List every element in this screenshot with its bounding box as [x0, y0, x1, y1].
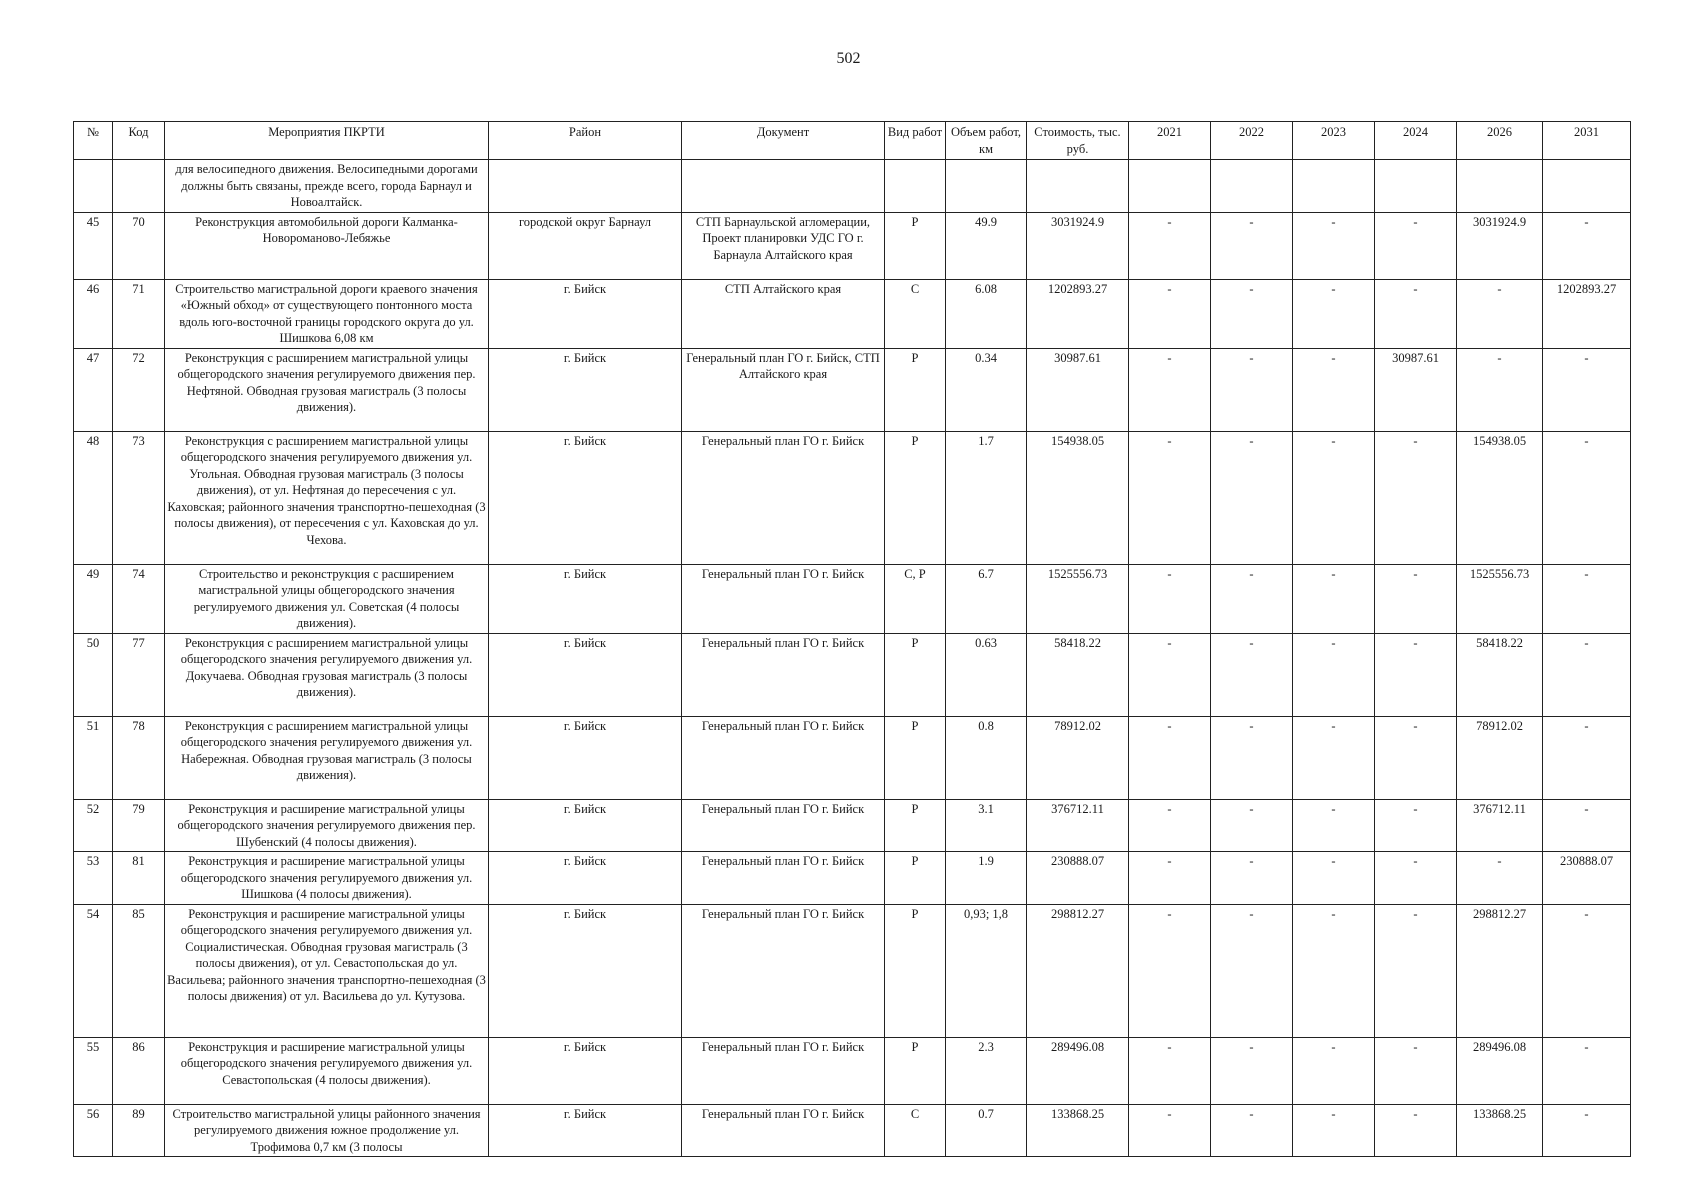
cell-number: 56: [74, 1104, 113, 1157]
cell-year-2024: -: [1375, 852, 1457, 905]
cell-document: Генеральный план ГО г. Бийск: [682, 431, 885, 564]
cell-work-type: С, Р: [885, 564, 946, 633]
cell-measure: Реконструкция с расширением магистральной улицы общегородского значения регулируемого движения пер. Нефтяной. Обводная грузовая магистраль (3 полосы движения).: [165, 348, 489, 431]
cell-code: 73: [113, 431, 165, 564]
table-row: [74, 279, 1631, 348]
cell-code: 70: [113, 212, 165, 279]
cell-year-2024: -: [1375, 1104, 1457, 1157]
cell-year-2026: 376712.11: [1457, 799, 1543, 852]
cell-work-volume: 6.08: [946, 279, 1027, 348]
cell-number: 53: [74, 852, 113, 905]
cell-year-2021: -: [1129, 716, 1211, 799]
cell-work-volume: 0,93; 1,8: [946, 904, 1027, 1037]
cell-work-type: Р: [885, 904, 946, 1037]
header-work-volume: Объем работ, км: [946, 122, 1027, 160]
cell-number: 46: [74, 279, 113, 348]
cell-year-2026: [1457, 160, 1543, 213]
cell-code: 77: [113, 633, 165, 716]
cell-year-2022: -: [1211, 212, 1293, 279]
cell-year-2023: -: [1293, 799, 1375, 852]
cell-year-2031: 230888.07: [1543, 852, 1631, 905]
cell-work-volume: 1.7: [946, 431, 1027, 564]
cell-year-2026: 58418.22: [1457, 633, 1543, 716]
cell-document: Генеральный план ГО г. Бийск: [682, 1037, 885, 1104]
cell-number: 47: [74, 348, 113, 431]
cell-year-2024: -: [1375, 431, 1457, 564]
page-number: 502: [836, 50, 861, 67]
cell-district: городской округ Барнаул: [489, 212, 682, 279]
cell-measure: Реконструкция и расширение магистральной улицы общегородского значения регулируемого движения ул. Социалистическая. Обводная грузовая магистраль (3 полосы движения), от ул. Севастопольская до ул. Васильева; районного значения транспортно-пешеходная (3 полосы движения) от ул. Васильева до ул. Кутузова.: [165, 904, 489, 1037]
cell-cost: 154938.05: [1027, 431, 1129, 564]
cell-code: 79: [113, 799, 165, 852]
cell-code: 85: [113, 904, 165, 1037]
cell-year-2021: -: [1129, 904, 1211, 1037]
cell-year-2031: [1543, 160, 1631, 213]
cell-year-2023: -: [1293, 564, 1375, 633]
cell-cost: 78912.02: [1027, 716, 1129, 799]
cell-measure: Реконструкция с расширением магистральной улицы общегородского значения регулируемого движения ул. Набережная. Обводная грузовая магистраль (3 полосы движения).: [165, 716, 489, 799]
cell-year-2022: -: [1211, 852, 1293, 905]
cell-cost: 1525556.73: [1027, 564, 1129, 633]
cell-year-2026: 133868.25: [1457, 1104, 1543, 1157]
table-row: [74, 212, 1631, 279]
cell-number: 51: [74, 716, 113, 799]
table-row: [74, 799, 1631, 852]
cell-measure: Реконструкция автомобильной дороги Калманка-Новороманово-Лебяжье: [165, 212, 489, 279]
header-district: Район: [489, 122, 682, 160]
cell-measure: Реконструкция и расширение магистральной улицы общегородского значения регулируемого движения пер. Шубенский (4 полосы движения).: [165, 799, 489, 852]
cell-cost: [1027, 160, 1129, 213]
table-row: [74, 1104, 1631, 1157]
cell-code: 89: [113, 1104, 165, 1157]
cell-number: 55: [74, 1037, 113, 1104]
cell-year-2021: -: [1129, 1037, 1211, 1104]
cell-year-2023: -: [1293, 279, 1375, 348]
cell-district: г. Бийск: [489, 852, 682, 905]
cell-year-2031: -: [1543, 348, 1631, 431]
cell-work-volume: 0.7: [946, 1104, 1027, 1157]
cell-work-type: Р: [885, 431, 946, 564]
cell-district: г. Бийск: [489, 799, 682, 852]
cell-year-2026: 78912.02: [1457, 716, 1543, 799]
cell-district: г. Бийск: [489, 1037, 682, 1104]
cell-year-2026: 1525556.73: [1457, 564, 1543, 633]
cell-year-2021: -: [1129, 279, 1211, 348]
cell-year-2024: 30987.61: [1375, 348, 1457, 431]
cell-district: г. Бийск: [489, 904, 682, 1037]
cell-document: Генеральный план ГО г. Бийск: [682, 1104, 885, 1157]
cell-year-2023: -: [1293, 716, 1375, 799]
cell-measure: Строительство магистральной улицы районного значения регулируемого движения южное продолжение ул. Трофимова 0,7 км (3 полосы: [165, 1104, 489, 1157]
cell-year-2024: -: [1375, 716, 1457, 799]
cell-measure: Строительство и реконструкция с расширением магистральной улицы общегородского значения регулируемого движения ул. Советская (4 полосы движения).: [165, 564, 489, 633]
cell-cost: 58418.22: [1027, 633, 1129, 716]
header-cost: Стоимость, тыс. руб.: [1027, 122, 1129, 160]
cell-district: г. Бийск: [489, 564, 682, 633]
cell-year-2026: 154938.05: [1457, 431, 1543, 564]
cell-year-2023: -: [1293, 1037, 1375, 1104]
cell-year-2023: -: [1293, 212, 1375, 279]
cell-measure: Строительство магистральной дороги краевого значения «Южный обход» от существующего понтонного моста вдоль юго-восточной границы городского округа до ул. Шишкова 6,08 км: [165, 279, 489, 348]
cell-year-2021: -: [1129, 852, 1211, 905]
cell-year-2023: -: [1293, 852, 1375, 905]
cell-year-2026: -: [1457, 279, 1543, 348]
cell-cost: 30987.61: [1027, 348, 1129, 431]
cell-number: [74, 160, 113, 213]
cell-work-type: Р: [885, 852, 946, 905]
table-header-row: [74, 122, 1631, 160]
cell-year-2024: -: [1375, 633, 1457, 716]
cell-work-volume: 6.7: [946, 564, 1027, 633]
cell-district: [489, 160, 682, 213]
cell-document: Генеральный план ГО г. Бийск: [682, 564, 885, 633]
cell-number: 50: [74, 633, 113, 716]
table-row: [74, 431, 1631, 564]
header-number: №: [74, 122, 113, 160]
cell-work-volume: 3.1: [946, 799, 1027, 852]
cell-year-2026: -: [1457, 852, 1543, 905]
cell-year-2022: -: [1211, 348, 1293, 431]
cell-year-2024: -: [1375, 1037, 1457, 1104]
cell-year-2021: -: [1129, 212, 1211, 279]
cell-number: 52: [74, 799, 113, 852]
cell-document: Генеральный план ГО г. Бийск: [682, 799, 885, 852]
cell-cost: 230888.07: [1027, 852, 1129, 905]
cell-number: 54: [74, 904, 113, 1037]
cell-measure: Реконструкция и расширение магистральной улицы общегородского значения регулируемого движения ул. Шишкова (4 полосы движения).: [165, 852, 489, 905]
cell-year-2031: 1202893.27: [1543, 279, 1631, 348]
cell-year-2024: -: [1375, 564, 1457, 633]
cell-year-2021: [1129, 160, 1211, 213]
cell-year-2031: -: [1543, 212, 1631, 279]
cell-year-2022: -: [1211, 1037, 1293, 1104]
cell-year-2023: -: [1293, 904, 1375, 1037]
cell-measure: Реконструкция с расширением магистральной улицы общегородского значения регулируемого движения ул. Докучаева. Обводная грузовая магистраль (3 полосы движения).: [165, 633, 489, 716]
cell-district: г. Бийск: [489, 431, 682, 564]
cell-year-2022: -: [1211, 716, 1293, 799]
cell-work-volume: 2.3: [946, 1037, 1027, 1104]
cell-year-2022: -: [1211, 799, 1293, 852]
cell-cost: 298812.27: [1027, 904, 1129, 1037]
cell-work-volume: 0.34: [946, 348, 1027, 431]
cell-work-type: Р: [885, 1037, 946, 1104]
cell-year-2021: -: [1129, 564, 1211, 633]
cell-code: 78: [113, 716, 165, 799]
cell-work-volume: [946, 160, 1027, 213]
cell-district: г. Бийск: [489, 633, 682, 716]
cell-code: 81: [113, 852, 165, 905]
cell-work-volume: 0.8: [946, 716, 1027, 799]
cell-code: 74: [113, 564, 165, 633]
cell-year-2031: -: [1543, 716, 1631, 799]
cell-year-2026: 3031924.9: [1457, 212, 1543, 279]
cell-work-type: Р: [885, 633, 946, 716]
cell-year-2022: [1211, 160, 1293, 213]
cell-cost: 3031924.9: [1027, 212, 1129, 279]
table-row: [74, 1037, 1631, 1104]
cell-code: [113, 160, 165, 213]
table-row: [74, 160, 1631, 213]
cell-cost: 133868.25: [1027, 1104, 1129, 1157]
cell-code: 71: [113, 279, 165, 348]
header-year-2024: 2024: [1375, 122, 1457, 160]
cell-year-2023: [1293, 160, 1375, 213]
cell-cost: 289496.08: [1027, 1037, 1129, 1104]
cell-code: 72: [113, 348, 165, 431]
cell-work-volume: 1.9: [946, 852, 1027, 905]
cell-year-2026: 298812.27: [1457, 904, 1543, 1037]
table-row: [74, 564, 1631, 633]
cell-year-2022: -: [1211, 904, 1293, 1037]
header-year-2023: 2023: [1293, 122, 1375, 160]
cell-document: [682, 160, 885, 213]
cell-year-2022: -: [1211, 431, 1293, 564]
header-code: Код: [113, 122, 165, 160]
cell-document: Генеральный план ГО г. Бийск: [682, 852, 885, 905]
table-row: [74, 904, 1631, 1037]
table-row: [74, 348, 1631, 431]
header-measures: Мероприятия ПКРТИ: [165, 122, 489, 160]
cell-year-2031: -: [1543, 431, 1631, 564]
cell-year-2024: -: [1375, 212, 1457, 279]
cell-year-2021: -: [1129, 348, 1211, 431]
header-year-2021: 2021: [1129, 122, 1211, 160]
cell-work-type: С: [885, 279, 946, 348]
table-row: [74, 633, 1631, 716]
table-row: [74, 716, 1631, 799]
header-year-2026: 2026: [1457, 122, 1543, 160]
cell-district: г. Бийск: [489, 716, 682, 799]
cell-year-2023: -: [1293, 431, 1375, 564]
cell-work-type: Р: [885, 212, 946, 279]
cell-year-2031: -: [1543, 633, 1631, 716]
cell-document: Генеральный план ГО г. Бийск: [682, 904, 885, 1037]
cell-code: 86: [113, 1037, 165, 1104]
cell-measure: Реконструкция и расширение магистральной улицы общегородского значения регулируемого движения ул. Севастопольская (4 полосы движения).: [165, 1037, 489, 1104]
cell-year-2031: -: [1543, 904, 1631, 1037]
cell-year-2021: -: [1129, 633, 1211, 716]
cell-year-2021: -: [1129, 431, 1211, 564]
cell-year-2031: -: [1543, 564, 1631, 633]
cell-cost: 1202893.27: [1027, 279, 1129, 348]
cell-year-2023: -: [1293, 633, 1375, 716]
cell-document: Генеральный план ГО г. Бийск, СТП Алтайского края: [682, 348, 885, 431]
header-document: Документ: [682, 122, 885, 160]
cell-district: г. Бийск: [489, 1104, 682, 1157]
cell-year-2023: -: [1293, 1104, 1375, 1157]
cell-number: 49: [74, 564, 113, 633]
cell-district: г. Бийск: [489, 279, 682, 348]
cell-year-2021: -: [1129, 799, 1211, 852]
cell-number: 48: [74, 431, 113, 564]
header-year-2031: 2031: [1543, 122, 1631, 160]
cell-year-2026: -: [1457, 348, 1543, 431]
cell-measure: для велосипедного движения. Велосипедными дорогами должны быть связаны, прежде всего, города Барнаул и Новоалтайск.: [165, 160, 489, 213]
cell-work-type: [885, 160, 946, 213]
cell-year-2024: -: [1375, 904, 1457, 1037]
cell-year-2022: -: [1211, 564, 1293, 633]
cell-year-2022: -: [1211, 1104, 1293, 1157]
cell-year-2022: -: [1211, 633, 1293, 716]
cell-year-2026: 289496.08: [1457, 1037, 1543, 1104]
cell-document: Генеральный план ГО г. Бийск: [682, 633, 885, 716]
cell-year-2024: [1375, 160, 1457, 213]
cell-work-volume: 49.9: [946, 212, 1027, 279]
table-row: [74, 852, 1631, 905]
cell-document: Генеральный план ГО г. Бийск: [682, 716, 885, 799]
header-work-type: Вид работ: [885, 122, 946, 160]
cell-work-type: Р: [885, 348, 946, 431]
cell-document: СТП Алтайского края: [682, 279, 885, 348]
cell-year-2022: -: [1211, 279, 1293, 348]
cell-work-type: Р: [885, 716, 946, 799]
measures-table: [73, 121, 1631, 1157]
cell-work-type: С: [885, 1104, 946, 1157]
header-year-2022: 2022: [1211, 122, 1293, 160]
cell-document: СТП Барнаульской агломерации, Проект планировки УДС ГО г. Барнаула Алтайского края: [682, 212, 885, 279]
cell-year-2031: -: [1543, 1037, 1631, 1104]
cell-year-2023: -: [1293, 348, 1375, 431]
cell-year-2031: -: [1543, 799, 1631, 852]
cell-year-2024: -: [1375, 799, 1457, 852]
cell-work-volume: 0.63: [946, 633, 1027, 716]
cell-district: г. Бийск: [489, 348, 682, 431]
cell-measure: Реконструкция с расширением магистральной улицы общегородского значения регулируемого движения ул. Угольная. Обводная грузовая магистраль (3 полосы движения), от ул. Нефтяная до пересечения с ул. Каховская; районного значения транспортно-пешеходная (3 полосы движения), от пересечения с ул. Каховская до ул. Чехова.: [165, 431, 489, 564]
cell-year-2021: -: [1129, 1104, 1211, 1157]
cell-work-type: Р: [885, 799, 946, 852]
cell-year-2031: -: [1543, 1104, 1631, 1157]
cell-year-2024: -: [1375, 279, 1457, 348]
cell-number: 45: [74, 212, 113, 279]
cell-cost: 376712.11: [1027, 799, 1129, 852]
